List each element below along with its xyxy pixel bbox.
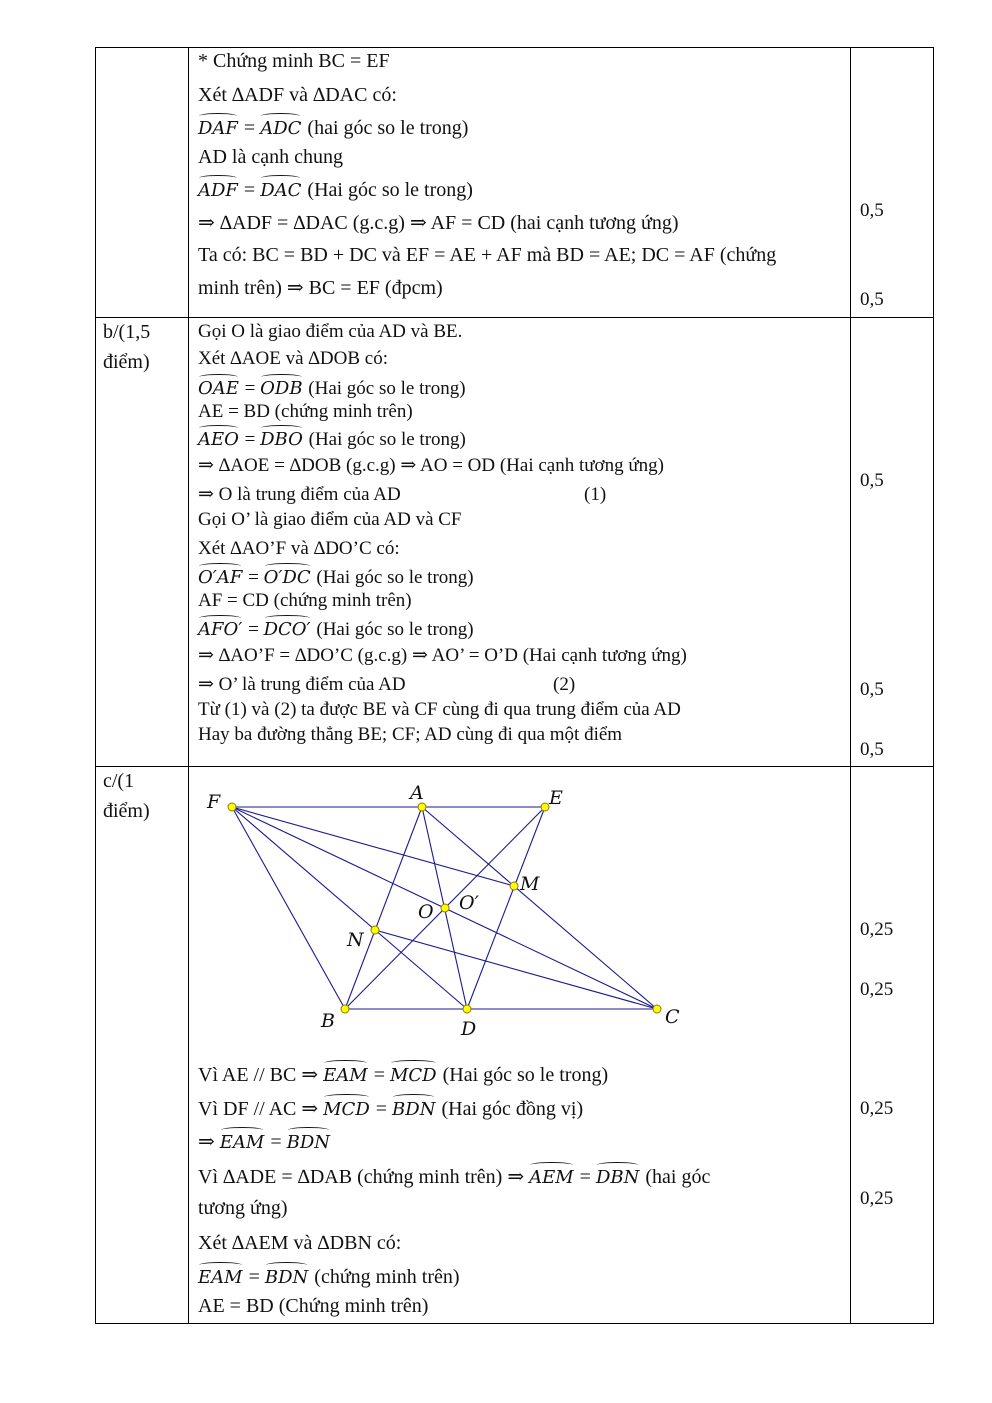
row-c-label-2: điểm) bbox=[103, 800, 150, 822]
row-b-line-13: ⇒ ∆AO’F = ∆DO’C (g.c.g) ⇒ AO’ = O’D (Hai cạnh tương ứng) bbox=[198, 645, 687, 666]
label-B: B bbox=[321, 1010, 335, 1032]
row-c-line-2: Vì DF // AC ⇒ MCD = BDN (Hai góc đồng vị) bbox=[198, 1095, 583, 1122]
row-a-line-7: Ta có: BC = BD + DC và EF = AE + AF mà BD = AE; DC = AF (chứng bbox=[198, 244, 777, 266]
row-b-line-4: AE = BD (chứng minh trên) bbox=[198, 401, 413, 422]
table-row-divider-2 bbox=[95, 766, 934, 767]
row-b-score-3: 0,5 bbox=[860, 739, 884, 760]
angle: OAE bbox=[198, 375, 239, 400]
row-c-score-2: 0,25 bbox=[860, 979, 894, 1000]
geometry-figure bbox=[195, 775, 695, 1050]
table-border-right bbox=[933, 47, 934, 1324]
segment-FB bbox=[232, 807, 345, 1009]
angle: DBN bbox=[596, 1163, 639, 1190]
row-c-line-4: Vì ∆ADE = ∆DAB (chứng minh trên) ⇒ AEM = DBN (hai góc bbox=[198, 1163, 710, 1190]
row-b-label-1: b/(1,5 bbox=[103, 321, 151, 343]
point-D bbox=[463, 1005, 471, 1013]
row-b-label-2: điểm) bbox=[103, 351, 150, 373]
label-N: N bbox=[347, 929, 364, 951]
row-b-line-3: OAE = ODB (Hai góc so le trong) bbox=[198, 375, 466, 400]
row-b-line-10: O′AF = O′DC (Hai góc so le trong) bbox=[198, 564, 474, 589]
point-C bbox=[653, 1005, 661, 1013]
row-c-score-1: 0,25 bbox=[860, 919, 894, 940]
row-c-score-3: 0,25 bbox=[860, 1098, 894, 1119]
angle: DCO′ bbox=[264, 616, 311, 641]
angle: O′DC bbox=[264, 564, 311, 589]
row-c-label-1: c/(1 bbox=[103, 770, 135, 792]
point-F bbox=[228, 803, 236, 811]
row-b-line-1: Gọi O là giao điểm của AD và BE. bbox=[198, 321, 463, 342]
row-b-line-9: Xét ∆AO’F và ∆DO’C có: bbox=[198, 538, 400, 559]
angle: ODB bbox=[260, 375, 302, 400]
point-O bbox=[441, 904, 449, 912]
row-a-line-6: ⇒ ∆ADF = ∆DAC (g.c.g) ⇒ AF = CD (hai cạnh tương ứng) bbox=[198, 212, 679, 234]
row-c-line-6: Xét ∆AEM và ∆DBN có: bbox=[198, 1232, 402, 1254]
angle: MCD bbox=[323, 1095, 370, 1122]
angle: BDN bbox=[287, 1128, 330, 1155]
table-border-top bbox=[95, 47, 934, 48]
angle: MCD bbox=[390, 1061, 437, 1088]
label-A: A bbox=[410, 782, 424, 804]
angle: EAM bbox=[220, 1128, 265, 1155]
label-C: C bbox=[665, 1006, 680, 1028]
table-column-divider-1 bbox=[188, 47, 189, 1324]
point-A bbox=[418, 803, 426, 811]
table-row-divider-1 bbox=[95, 317, 934, 318]
angle: O′AF bbox=[198, 564, 242, 589]
label-M: M bbox=[520, 873, 540, 895]
table-column-divider-2 bbox=[850, 47, 851, 1324]
row-a-line-4: AD là cạnh chung bbox=[198, 146, 343, 168]
table-border-bottom bbox=[95, 1323, 934, 1324]
angle: AEO bbox=[198, 426, 239, 451]
row-a-line-3: DAF = ADC (hai góc so le trong) bbox=[198, 114, 468, 141]
point-E bbox=[541, 803, 549, 811]
angle: AEM bbox=[529, 1163, 574, 1190]
angle: ADC bbox=[260, 114, 301, 141]
table-border-left bbox=[95, 47, 96, 1324]
row-b-line-12: AFO′ = DCO′ (Hai góc so le trong) bbox=[198, 616, 474, 641]
angle: BDN bbox=[265, 1263, 308, 1290]
angle: ADF bbox=[198, 176, 238, 203]
row-b-score-1: 0,5 bbox=[860, 470, 884, 491]
row-b-line-7: ⇒ O là trung điểm của AD bbox=[198, 484, 401, 505]
point-B bbox=[341, 1005, 349, 1013]
row-b-score-2: 0,5 bbox=[860, 679, 884, 700]
row-b-line-14: ⇒ O’ là trung điểm của AD bbox=[198, 674, 406, 695]
row-a-score-2: 0,5 bbox=[860, 289, 884, 310]
point-N bbox=[371, 926, 379, 934]
row-a-line-2: Xét ∆ADF và ∆DAC có: bbox=[198, 84, 397, 106]
segment-AB bbox=[345, 807, 422, 1009]
row-b-line-16: Hay ba đường thẳng BE; CF; AD cùng đi qua một điểm bbox=[198, 724, 623, 745]
label-F: F bbox=[207, 791, 221, 813]
angle: EAM bbox=[323, 1061, 368, 1088]
row-c-line-1: Vì AE // BC ⇒ EAM = MCD (Hai góc so le trong) bbox=[198, 1061, 608, 1088]
row-b-line-6: ⇒ ∆AOE = ∆DOB (g.c.g) ⇒ AO = OD (Hai cạnh tương ứng) bbox=[198, 455, 664, 476]
row-b-line-15: Từ (1) và (2) ta được BE và CF cùng đi qua trung điểm của AD bbox=[198, 699, 681, 720]
row-a-score-1: 0,5 bbox=[860, 200, 884, 221]
angle: DAC bbox=[260, 176, 301, 203]
angle: DAF bbox=[198, 114, 238, 141]
row-c-line-5: tương ứng) bbox=[198, 1197, 288, 1219]
row-b-line-2: Xét ∆AOE và ∆DOB có: bbox=[198, 348, 388, 369]
row-b-note-1: (1) bbox=[584, 484, 607, 505]
row-c-line-7: EAM = BDN (chứng minh trên) bbox=[198, 1263, 460, 1290]
label-E: E bbox=[549, 787, 563, 809]
label-O-prime: O′ bbox=[459, 892, 479, 914]
row-a-line-5: ADF = DAC (Hai góc so le trong) bbox=[198, 176, 473, 203]
angle: EAM bbox=[198, 1263, 243, 1290]
segment-AC bbox=[422, 807, 657, 1009]
row-a-line-8: minh trên) ⇒ BC = EF (đpcm) bbox=[198, 277, 443, 299]
angle: DBO bbox=[260, 426, 303, 451]
row-b-line-11: AF = CD (chứng minh trên) bbox=[198, 590, 412, 611]
row-b-note-2: (2) bbox=[553, 674, 576, 695]
point-M bbox=[510, 882, 518, 890]
row-c-line-8: AE = BD (Chứng minh trên) bbox=[198, 1295, 429, 1317]
angle: BDN bbox=[392, 1095, 435, 1122]
label-D: D bbox=[461, 1018, 477, 1040]
figure-points bbox=[228, 803, 661, 1013]
label-O: O bbox=[418, 901, 434, 923]
row-a-line-1: * Chứng minh BC = EF bbox=[198, 50, 390, 72]
row-c-score-4: 0,25 bbox=[860, 1188, 894, 1209]
row-c-line-3: ⇒ EAM = BDN bbox=[198, 1128, 331, 1155]
row-b-line-8: Gọi O’ là giao điểm của AD và CF bbox=[198, 509, 462, 530]
angle: AFO′ bbox=[198, 616, 242, 641]
row-b-line-5: AEO = DBO (Hai góc so le trong) bbox=[198, 426, 466, 451]
